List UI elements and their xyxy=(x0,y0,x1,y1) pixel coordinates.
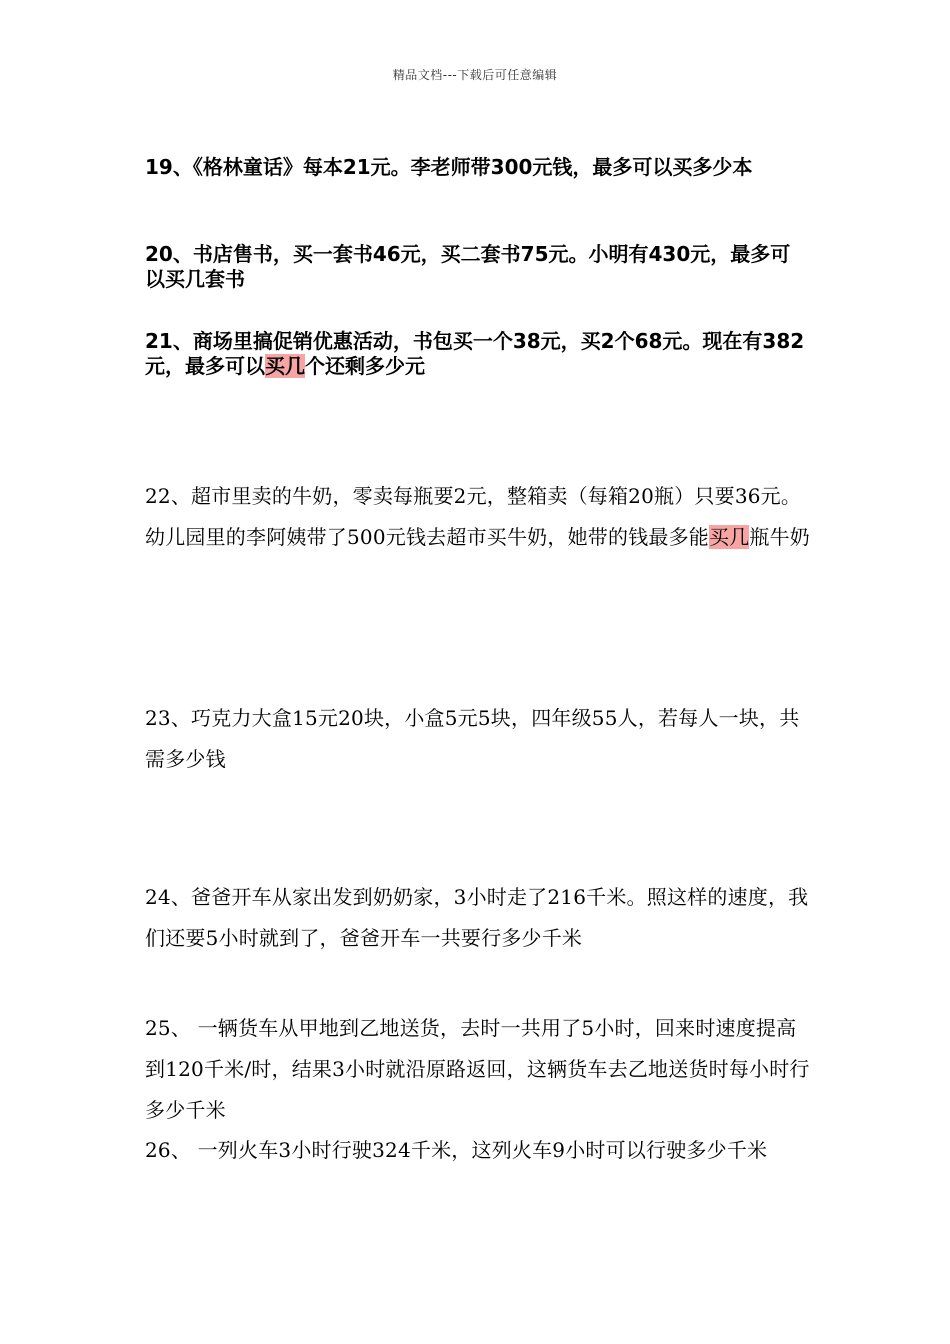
question-26: 26、 一列火车3小时行驶324千米，这列火车9小时可以行驶多少千米 xyxy=(145,1138,768,1162)
question-19: 19、《格林童话》每本21元。李老师带300元钱，最多可以买多少本 xyxy=(145,155,753,179)
question-20: 20、书店售书，买一套书46元，买二套书75元。小明有430元，最多可以买几套书 xyxy=(145,242,791,291)
question-21-text-after: 个还剩多少元 xyxy=(305,354,425,378)
question-22 xyxy=(145,476,810,558)
question-23: 23、巧克力大盒15元20块，小盒5元5块，四年级55人，若每人一块，共需多少钱 xyxy=(145,706,800,771)
question-24: 24、爸爸开车从家出发到奶奶家，3小时走了216千米。照这样的速度，我们还要5小时就到了，爸爸开车一共要行多少千米 xyxy=(145,885,809,950)
question-22-text-after: 瓶牛奶 xyxy=(749,525,810,549)
question-21-highlight: 买几 xyxy=(265,354,305,378)
question-21 xyxy=(145,329,810,379)
question-21-text-before: 21、商场里搞促销优惠活动，书包买一个38元，买2个68元。现在有382元，最多可以 xyxy=(145,329,805,378)
page-header: 精品文档---下载后可任意编辑 xyxy=(392,68,558,82)
question-22-highlight: 买几 xyxy=(708,525,750,549)
question-22-text-before: 22、超市里卖的牛奶，零卖每瓶要2元，整箱卖（每箱20瓶）只要36元。幼儿园里的李阿姨带了500元钱去超市买牛奶，她带的钱最多能 xyxy=(145,484,802,549)
question-25: 25、 一辆货车从甲地到乙地送货，去时一共用了5小时，回来时速度提高到120千米/时，结果3小时就沿原路返回，这辆货车去乙地送货时每小时行多少千米 xyxy=(145,1016,810,1122)
